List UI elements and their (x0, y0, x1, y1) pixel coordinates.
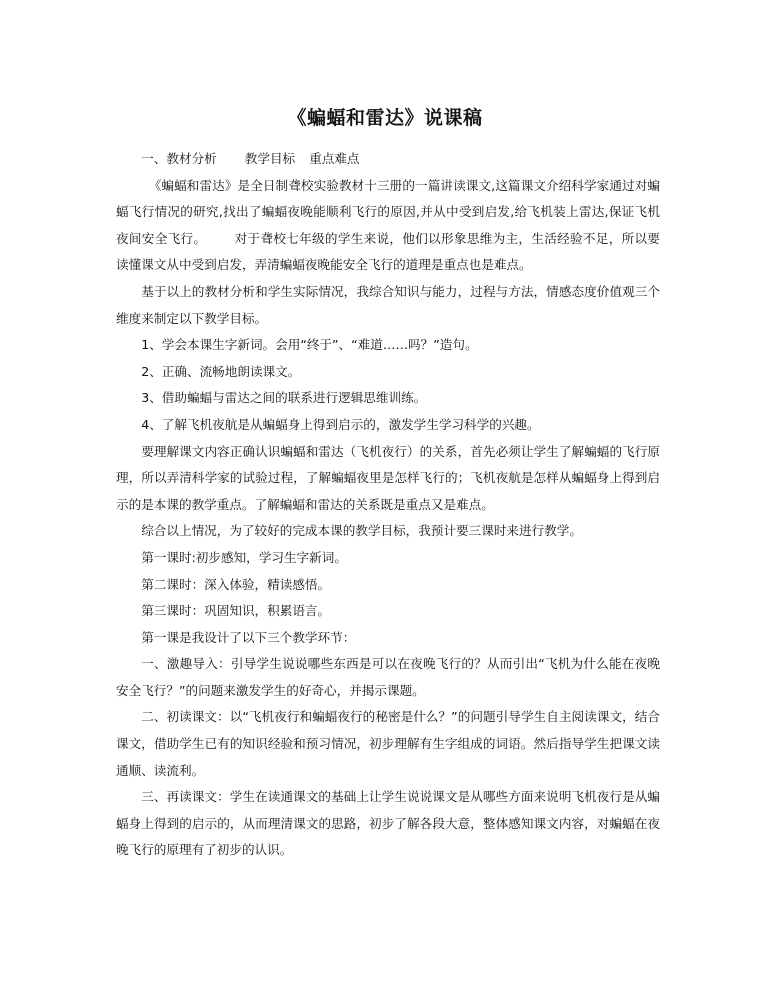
paragraph-plan: 综合以上情况，为了较好的完成本课的教学目标，我预计要三课时来进行教学。 (141, 523, 582, 539)
goal-item-4: 4、了解飞机夜航是从蝙蝠身上得到启示的，激发学生学习科学的兴趣。 (141, 416, 540, 432)
paragraph-key-points: 要理解课文内容正确认识蝙蝠和雷达（飞机夜行）的关系，首先必须让学生了解蝙蝠的飞行原理，所以弄清科学家的试验过程，了解蝙蝠夜里是怎样飞行的；飞机夜航是怎样从蝙蝠身上得到启示的是本课的教学重点。了解蝙蝠和雷达的关系既是重点又是难点。 (116, 443, 660, 512)
paragraph-basis: 基于以上的教材分析和学生实际情况，我综合知识与能力，过程与方法，情感态度价值观三个维度来制定以下教学目标。 (116, 283, 660, 326)
lesson-item-3: 第三课时：巩固知识，积累语言。 (141, 603, 331, 619)
paragraph-intro-a: 《蝙蝠和雷达》是全日制聋校实验教材十三册的一篇讲读课文,这篇课文介绍科学家通过对蝙蝠飞行情况的研究,找出了蝙蝠夜晚能顺利飞行的原因,并从中受到启发,给飞机装上雷达,保证飞机夜间安全飞行。 (116, 177, 660, 246)
heading-part-3: 重点难点 (309, 151, 360, 166)
section-heading (116, 146, 660, 173)
step-item-2: 二、初读课文：以“飞机夜行和蝙蝠夜行的秘密是什么？”的问题引导学生自主阅读课文，结合课文，借助学生已有的知识经验和预习情况，初步理解有生字组成的词语。然后指导学生把课文读通顺、读流利。 (116, 709, 660, 778)
document-body (116, 146, 660, 864)
lesson-item-1: 第一课时:初步感知，学习生字新词。 (141, 549, 347, 565)
step-item-3: 三、再读课文：学生在读通课文的基础上让学生说说课文是从哪些方面来说明飞机夜行是从蝙蝠身上得到的启示的，从而理清课文的思路，初步了解各段大意，整体感知课文内容，对蝙蝠在夜晚飞行的原理有了初步的认识。 (116, 789, 660, 858)
lesson-item-2: 第二课时：深入体验，精读感悟。 (141, 576, 331, 592)
paragraph-intro-b: 对于聋校七年级的学生来说，他们以形象思维为主，生活经验不足，所以要读懂课文从中受到启发，弄清蝙蝠夜晚能安全飞行的道理是重点也是难点。 (116, 230, 661, 273)
step-item-1: 一、激趣导入：引导学生说说哪些东西是可以在夜晚飞行的？从而引出“飞机为什么能在夜晚安全飞行？”的问题来激发学生的好奇心，并揭示课题。 (116, 656, 660, 698)
goal-item-3: 3、借助蝙蝠与雷达之间的联系进行逻辑思维训练。 (141, 390, 427, 406)
goal-item-1: 1、学会本课生字新词。会用“终于”、“难道……吗？”造句。 (141, 337, 478, 353)
heading-part-2: 教学目标 (244, 151, 296, 166)
page-title: 《蝙蝠和雷达》说课稿 (287, 107, 483, 129)
paragraph-intro (116, 173, 660, 279)
heading-part-1: 一、教材分析 (141, 151, 217, 166)
paragraph-steps: 第一课是我设计了以下三个教学环节： (141, 629, 356, 645)
goal-item-2: 2、正确、流畅地朗读课文。 (141, 363, 301, 379)
